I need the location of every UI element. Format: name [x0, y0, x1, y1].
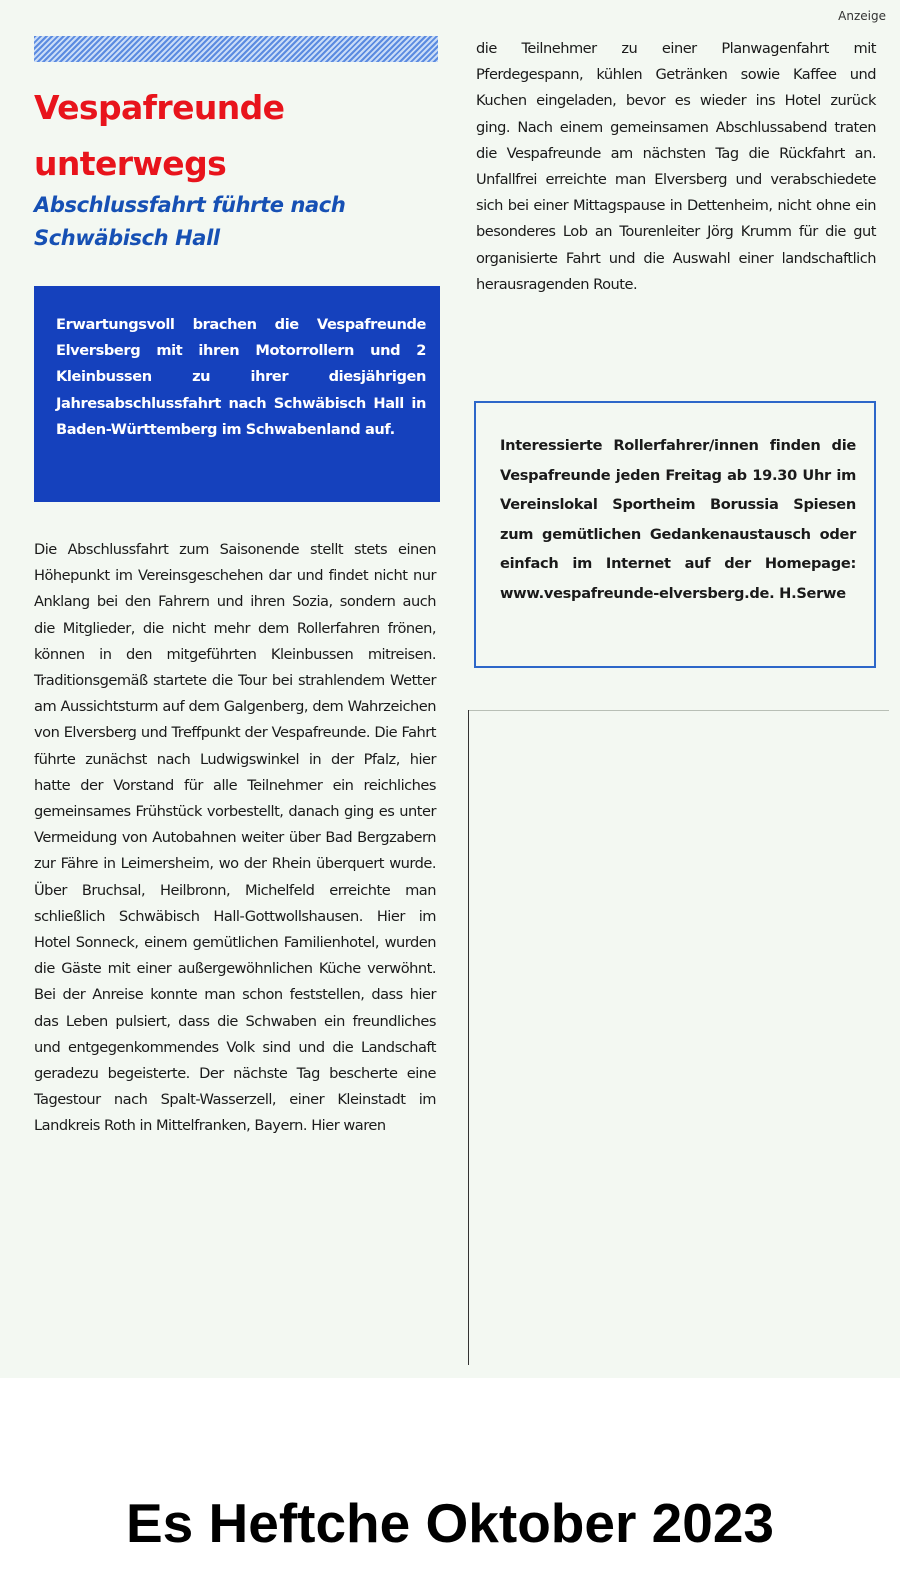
info-text: Interessierte Rollerfahrer/innen finden die Vespafreunde jeden Freitag ab 19.30 Uhr im Vereinslokal Sportheim Borussia Spiesen zum gemütlichen Gedankenaustausch oder einfach im Internet auf der Homepage: www.vespafreunde-elversberg.de. H.Serwe — [500, 437, 856, 602]
intro-text: Erwartungsvoll brachen die Vespafreunde Elversberg mit ihren Motorrollern und 2 Kleinbussen zu ihrer diesjährigen Jahresabschlussfahrt nach Schwäbisch Hall in Baden-Württemberg im Schwabenland auf. — [56, 316, 426, 438]
intro-box — [34, 286, 440, 502]
info-box — [474, 401, 876, 668]
article-body-right: die Teilnehmer zu einer Planwagenfahrt mit Pferdegespann, kühlen Getränken sowie Kaffee und Kuchen eingeladen, bevor es wieder ins Hotel zurück ging. Nach einem gemeinsamen Abschlussabend traten die Vespafreunde am nächsten Tag die Rückfahrt an. Unfallfrei erreichte man Elversberg und verabschiedete sich bei einer Mittagspause in Dettenheim, nicht ohne ein besonderes Lob an Tourenleiter Jörg Krumm für die gut organisierte Fahrt und die Auswahl einer landschaftlich herausragenden Route. — [476, 40, 876, 293]
headline: Vespafreunde unterwegs — [34, 88, 285, 183]
ad-label: Anzeige — [838, 9, 886, 23]
decorative-stripe — [34, 36, 438, 62]
blank-area — [468, 710, 879, 1365]
subtitle: Abschlussfahrt führte nach Schwäbisch Hall — [34, 193, 346, 250]
article-body-left: Die Abschlussfahrt zum Saisonende stellt stets einen Höhepunkt im Vereinsgeschehen dar und findet nicht nur Anklang bei den Fahrern und ihren Sozia, sondern auch die Mitglieder, die nicht mehr dem Rollerfahren frönen, können in den mitgeführten Kleinbussen mitreisen. Traditionsgemäß startete die Tour bei strahlendem Wetter am Aussichtsturm auf dem Galgenberg, dem Wahrzeichen von Elversberg und Treffpunkt der Vespafreunde. Die Fahrt führte zunächst nach Ludwigswinkel in der Pfalz, hier hatte der Vorstand für alle Teilnehmer ein reichliches gemeinsames Frühstück vorbestellt, danach ging es unter Vermeidung von Autobahnen weiter über Bad Bergzabern zur Fähre in Leimersheim, wo der Rhein überquert wurde. Über Bruchsal, Heilbronn, Michelfeld erreichte man schließlich Schwäbisch Hall-Gottwollshausen. Hier im Hotel Sonneck, einem gemütlichen Familienhotel, wurden die Gäste mit einer außergewöhnlichen Küche verwöhnt. Bei der Anreise konnte man schon feststellen, dass hier das Leben pulsiert, dass die Schwaben ein freundliches und entgegenkommendes Volk sind und die Landschaft geradezu begeisterte. Der nächste Tag bescherte eine Tagestour nach Spalt-Wasserzell, einer Kleinstadt im Landkreis Roth in Mittelfranken, Bayern. Hier waren — [34, 541, 436, 1135]
footer-title: Es Heftche Oktober 2023 — [125, 1492, 775, 1554]
